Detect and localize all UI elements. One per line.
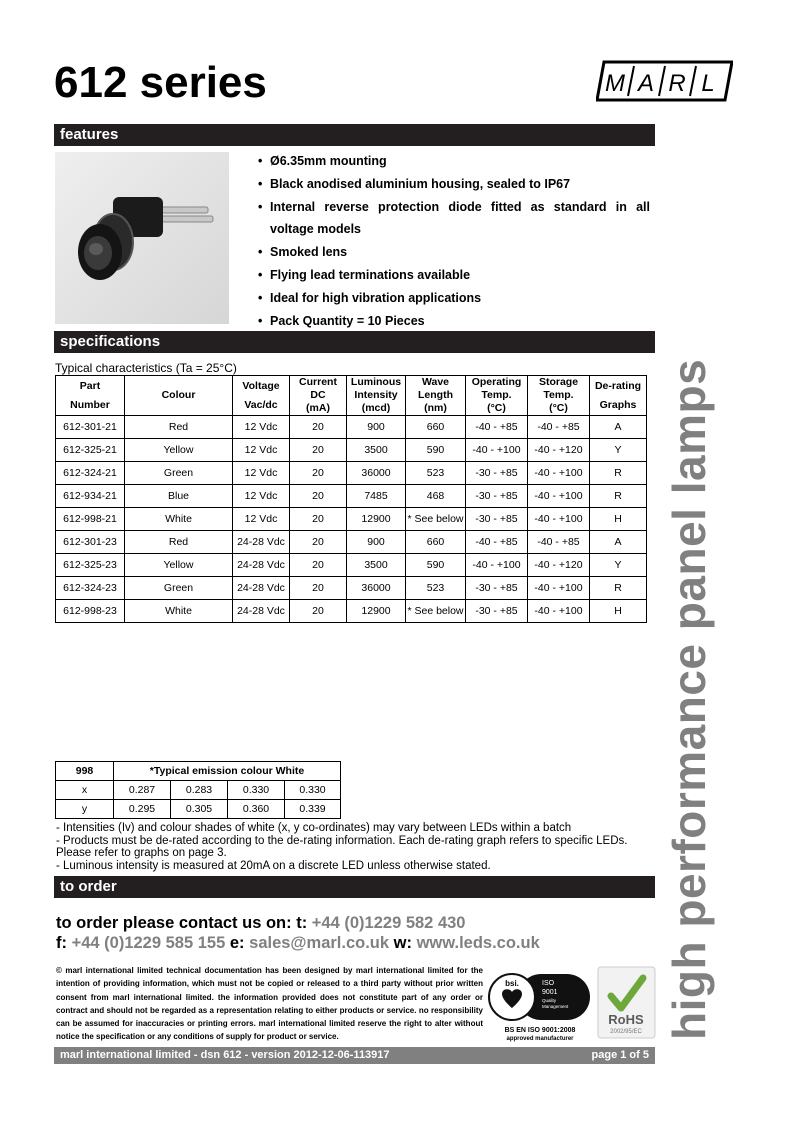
table-cell: 20: [290, 416, 347, 439]
table-cell: 24-28 Vdc: [233, 577, 290, 600]
fax-label: f:: [56, 934, 67, 952]
contact-block: [56, 913, 540, 953]
table-header-cell: Wave Length (nm): [406, 376, 466, 416]
table-cell: -40 - +100: [528, 462, 590, 485]
table-cell: * See below: [406, 508, 466, 531]
to-order-header: to order: [54, 876, 655, 898]
table-header-cell: De-rating Graphs: [590, 376, 647, 416]
note: - Intensities (Iv) and colour shades of white (x, y co-ordinates) may vary between LEDs within a batch: [56, 822, 572, 834]
table-cell: Yellow: [125, 554, 233, 577]
table-row: [56, 600, 647, 623]
phone-number[interactable]: +44 (0)1229 582 430: [311, 914, 466, 932]
page-number: page 1 of 5: [591, 1049, 649, 1061]
table-cell: 12900: [347, 600, 406, 623]
features-header: features: [54, 124, 655, 146]
svg-text:BS EN ISO 9001:2008: BS EN ISO 9001:2008: [504, 1027, 576, 1034]
table-cell: 24-28 Vdc: [233, 600, 290, 623]
table-header-cell: Current DC (mA): [290, 376, 347, 416]
svg-text:RoHS: RoHS: [608, 1012, 644, 1027]
emission-cell: 0.295: [114, 800, 171, 819]
table-row: [56, 462, 647, 485]
table-cell: 612-325-23: [56, 554, 125, 577]
emission-cell: 0.283: [171, 781, 228, 800]
svg-text:bsi.: bsi.: [505, 979, 519, 988]
feature-item: • Pack Quantity = 10 Pieces: [258, 313, 425, 328]
table-cell: Red: [125, 531, 233, 554]
table-cell: White: [125, 600, 233, 623]
spec-caption: Typical characteristics (Ta = 25°C): [55, 361, 237, 375]
table-cell: 612-998-21: [56, 508, 125, 531]
table-cell: Blue: [125, 485, 233, 508]
table-cell: -40 - +100: [466, 439, 528, 462]
marl-logo: [596, 60, 733, 102]
table-cell: A: [590, 416, 647, 439]
table-cell: 590: [406, 439, 466, 462]
table-cell: R: [590, 462, 647, 485]
table-cell: -40 - +100: [528, 485, 590, 508]
table-cell: Red: [125, 416, 233, 439]
emission-table: [55, 761, 341, 819]
svg-text:Management: Management: [542, 1004, 569, 1009]
table-cell: 3500: [347, 554, 406, 577]
table-cell: -40 - +100: [528, 577, 590, 600]
svg-text:M: M: [605, 70, 625, 97]
table-cell: -40 - +100: [466, 554, 528, 577]
table-cell: 36000: [347, 462, 406, 485]
svg-text:9001: 9001: [542, 989, 558, 996]
feature-item: • Ø6.35mm mounting: [258, 154, 387, 168]
vertical-tagline: high performance panel lamps: [663, 358, 715, 1040]
table-cell: -40 - +85: [466, 416, 528, 439]
footer-doc-info: marl international limited - dsn 612 - version 2012-12-06-113917: [60, 1049, 390, 1061]
table-cell: 660: [406, 531, 466, 554]
table-cell: 12 Vdc: [233, 485, 290, 508]
table-cell: 612-301-21: [56, 416, 125, 439]
note: - Luminous intensity is measured at 20mA on a discrete LED unless otherwise stated.: [56, 859, 491, 872]
emission-cell: x: [56, 781, 114, 800]
table-cell: 612-324-21: [56, 462, 125, 485]
table-cell: 612-934-21: [56, 485, 125, 508]
table-cell: 12 Vdc: [233, 439, 290, 462]
table-cell: -40 - +100: [528, 508, 590, 531]
table-cell: -40 - +85: [528, 531, 590, 554]
emission-cell: 0.330: [285, 781, 341, 800]
table-cell: 20: [290, 554, 347, 577]
table-cell: 612-301-23: [56, 531, 125, 554]
table-cell: 900: [347, 531, 406, 554]
table-cell: -40 - +120: [528, 439, 590, 462]
contact-intro: to order please contact us on: t:: [56, 914, 308, 932]
table-cell: -40 - +85: [466, 531, 528, 554]
table-header-cell: Luminous Intensity (mcd): [347, 376, 406, 416]
svg-text:approved manufacturer: approved manufacturer: [506, 1036, 574, 1042]
feature-item: • Black anodised aluminium housing, sealed to IP67: [258, 176, 571, 191]
table-cell: 20: [290, 485, 347, 508]
svg-text:L: L: [701, 70, 715, 97]
table-row: [56, 485, 647, 508]
notes: [56, 822, 656, 872]
emission-cell: 0.305: [171, 800, 228, 819]
feature-item: • Flying lead terminations available: [258, 267, 471, 282]
table-cell: 900: [347, 416, 406, 439]
table-cell: -30 - +85: [466, 462, 528, 485]
table-cell: 660: [406, 416, 466, 439]
web-link[interactable]: www.leds.co.uk: [416, 934, 540, 952]
web-label: w:: [393, 934, 412, 952]
table-cell: 590: [406, 554, 466, 577]
product-photo: [55, 152, 229, 324]
table-cell: 7485: [347, 485, 406, 508]
table-cell: 12 Vdc: [233, 462, 290, 485]
table-row: [56, 577, 647, 600]
emission-row: [56, 800, 341, 819]
emission-cell: 0.287: [114, 781, 171, 800]
table-header-cell: Storage Temp. (°C): [528, 376, 590, 416]
fax-number: +44 (0)1229 585 155: [71, 934, 226, 952]
table-cell: 612-998-23: [56, 600, 125, 623]
table-cell: 20: [290, 508, 347, 531]
emission-cell: 0.339: [285, 800, 341, 819]
table-row: [56, 416, 647, 439]
emission-cell: 0.330: [228, 781, 285, 800]
table-cell: 3500: [347, 439, 406, 462]
table-cell: Y: [590, 554, 647, 577]
svg-text:Quality: Quality: [542, 998, 557, 1003]
note: - Products must be de-rated according to the de-rating information. Each de-rating graph refers to specific LEDs. Please refer to graphs on page 3.: [56, 834, 628, 860]
table-cell: 20: [290, 531, 347, 554]
table-cell: 20: [290, 577, 347, 600]
table-cell: -40 - +120: [528, 554, 590, 577]
table-cell: * See below: [406, 600, 466, 623]
table-cell: 20: [290, 462, 347, 485]
table-header-cell: Operating Temp. (°C): [466, 376, 528, 416]
table-cell: -30 - +85: [466, 577, 528, 600]
feature-item: • Smoked lens: [258, 245, 348, 260]
table-row: [56, 531, 647, 554]
table-cell: 36000: [347, 577, 406, 600]
table-cell: R: [590, 485, 647, 508]
table-cell: -40 - +100: [528, 600, 590, 623]
features-list: [258, 150, 650, 332]
table-cell: -30 - +85: [466, 485, 528, 508]
table-cell: 24-28 Vdc: [233, 531, 290, 554]
table-header-cell: Colour: [125, 376, 233, 416]
table-cell: 612-324-23: [56, 577, 125, 600]
table-cell: -30 - +85: [466, 600, 528, 623]
table-cell: 20: [290, 439, 347, 462]
svg-text:A: A: [637, 70, 655, 97]
table-cell: 468: [406, 485, 466, 508]
specifications-header: specifications: [54, 331, 655, 353]
table-cell: 523: [406, 577, 466, 600]
feature-item: • Ideal for high vibration applications: [258, 290, 482, 305]
spec-table: [55, 375, 647, 623]
page-footer: [54, 1047, 655, 1064]
svg-text:ISO: ISO: [542, 980, 555, 987]
table-row: [56, 554, 647, 577]
table-cell: -30 - +85: [466, 508, 528, 531]
table-cell: 12900: [347, 508, 406, 531]
table-cell: Green: [125, 577, 233, 600]
svg-text:2002/95/EC: 2002/95/EC: [610, 1029, 642, 1035]
disclaimer: © marl international limited technical documentation has been designed by marl international limited for the intention of providing information, which must not be copied or released to a third party without prior written consent from marl international limited. the information provided does not constitute part of any order or contract and should not be regarded as a representation relating to either products or service. no responsibility can be assumed for inaccuracies or printing errors. marl international limited reserve the right to alter without notice the specification or any conditions of supply for product or service.: [56, 966, 483, 1042]
rohs-compliance-logo: [597, 966, 656, 1039]
table-cell: White: [125, 508, 233, 531]
table-cell: Y: [590, 439, 647, 462]
table-cell: 12 Vdc: [233, 416, 290, 439]
table-cell: 12 Vdc: [233, 508, 290, 531]
table-cell: -40 - +85: [528, 416, 590, 439]
table-cell: H: [590, 508, 647, 531]
table-cell: Yellow: [125, 439, 233, 462]
emission-cell: 0.360: [228, 800, 285, 819]
page-title: 612 series: [54, 58, 267, 107]
table-cell: 20: [290, 600, 347, 623]
emission-header: *Typical emission colour White: [114, 762, 341, 781]
table-cell: 523: [406, 462, 466, 485]
emission-code: 998: [56, 762, 114, 781]
emission-cell: y: [56, 800, 114, 819]
table-header-cell: Voltage Vac/dc: [233, 376, 290, 416]
email-link[interactable]: sales@marl.co.uk: [249, 934, 390, 952]
table-header-cell: Part Number: [56, 376, 125, 416]
table-cell: 612-325-21: [56, 439, 125, 462]
bsi-certification-logo: [488, 972, 592, 1042]
emission-row: [56, 781, 341, 800]
table-row: [56, 508, 647, 531]
table-row: [56, 439, 647, 462]
feature-item: • Internal reverse protection diode fitted as standard in all voltage models: [258, 199, 650, 237]
table-cell: H: [590, 600, 647, 623]
table-cell: Green: [125, 462, 233, 485]
table-cell: R: [590, 577, 647, 600]
table-cell: A: [590, 531, 647, 554]
table-cell: 24-28 Vdc: [233, 554, 290, 577]
email-label: e:: [229, 934, 245, 952]
svg-text:R: R: [668, 70, 686, 97]
